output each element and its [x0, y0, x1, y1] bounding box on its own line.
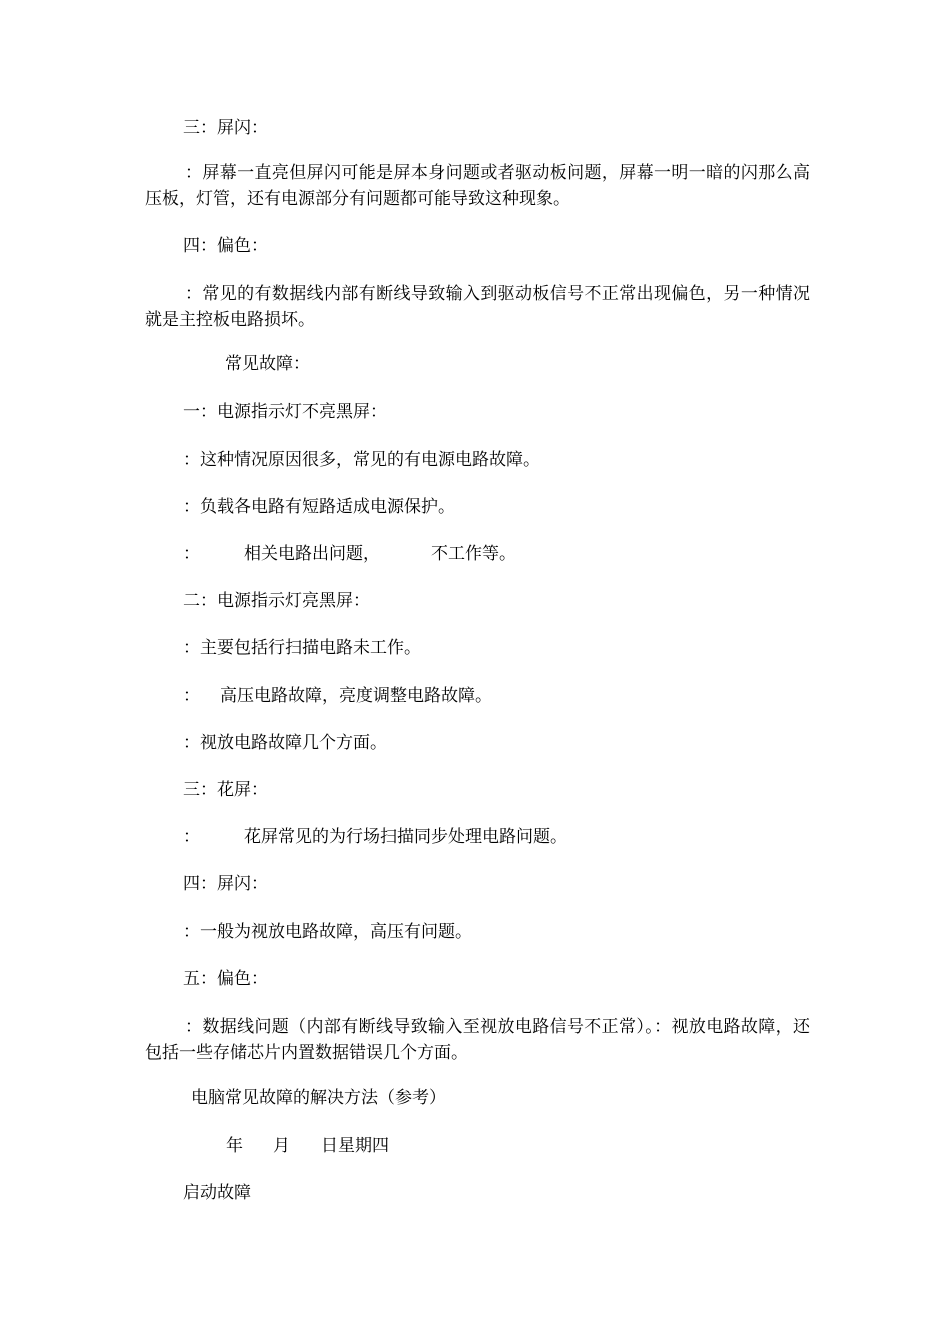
paragraph-color-cast-2 — [145, 1014, 810, 1066]
paragraph-text: ：屏幕一直亮但屏闪可能是屏本身问题或者驱动板问题，屏幕一明一暗的闪那么高压板，灯管，还有电源部分有问题都可能导致这种现象。 — [145, 163, 810, 209]
paragraph-color-cast — [145, 281, 810, 333]
date-month: 月 — [273, 1136, 290, 1156]
list-item-colon: ： — [183, 827, 200, 847]
list-item: 不工作等。 — [431, 544, 516, 564]
list-item: ：视放电路故障几个方面。 — [183, 733, 387, 753]
list-item: 相关电路出问题， — [244, 544, 380, 564]
list-item-colon: ： — [183, 544, 200, 564]
list-item: ：一般为视放电路故障，高压有问题。 — [183, 922, 472, 942]
heading-common-faults: 常见故障： — [225, 354, 310, 374]
list-item-colon: ： — [183, 686, 200, 706]
heading-color-cast: 四：偏色： — [183, 236, 268, 256]
heading-startup-faults: 启动故障 — [183, 1183, 251, 1203]
list-item: 花屏常见的为行场扫描同步处理电路问题。 — [244, 827, 567, 847]
date-year: 年 — [226, 1136, 243, 1156]
document-title: 电脑常见故障的解决方法（参考） — [191, 1088, 446, 1108]
heading-power-light-on: 二：电源指示灯亮黑屏： — [183, 591, 370, 611]
heading-power-light-off: 一：电源指示灯不亮黑屏： — [183, 402, 387, 422]
date-day-weekday: 日星期四 — [321, 1136, 389, 1156]
list-item: ：负载各电路有短路适成电源保护。 — [183, 497, 455, 517]
list-item: ：主要包括行扫描电路未工作。 — [183, 638, 421, 658]
heading-color-cast-2: 五：偏色： — [183, 969, 268, 989]
paragraph-text: ：常见的有数据线内部有断线导致输入到驱动板信号不正常出现偏色，另一种情况就是主控板电路损坏。 — [145, 284, 810, 330]
paragraph-screen-flicker — [145, 160, 810, 212]
list-item: ：这种情况原因很多，常见的有电源电路故障。 — [183, 450, 540, 470]
heading-screen-flicker: 三：屏闪： — [183, 118, 268, 138]
list-item: 高压电路故障，亮度调整电路故障。 — [220, 686, 492, 706]
paragraph-text: ：数据线问题（内部有断线导致输入至视放电路信号不正常）。：视放电路故障，还包括一些存储芯片内置数据错误几个方面。 — [145, 1017, 810, 1063]
heading-screen-flicker-2: 四：屏闪： — [183, 874, 268, 894]
heading-garbled-screen: 三：花屏： — [183, 780, 268, 800]
